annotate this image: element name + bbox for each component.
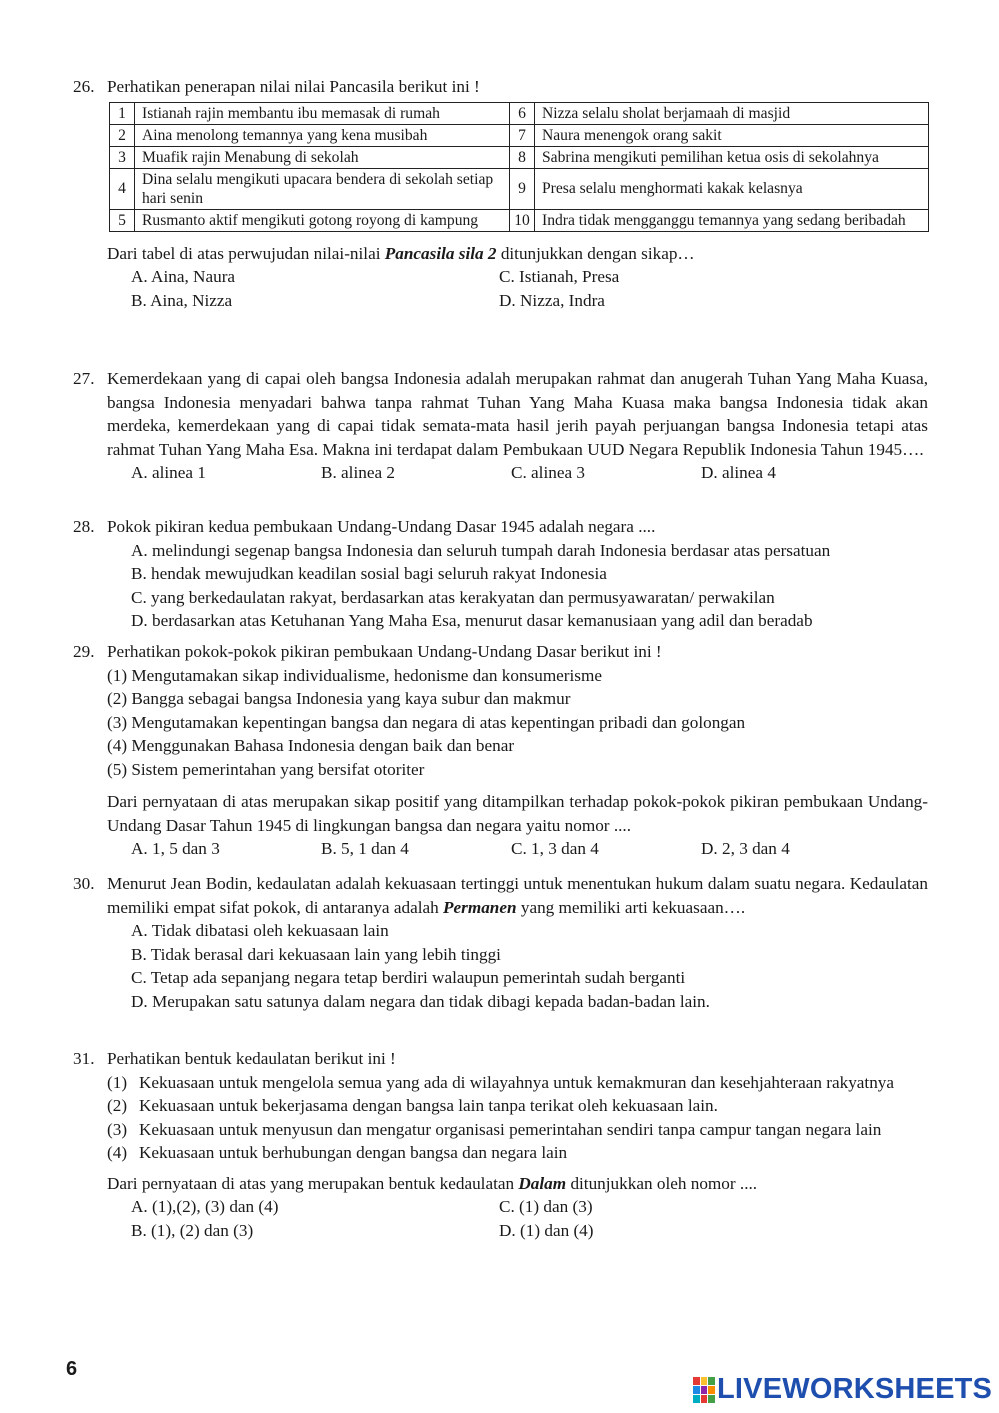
- option-d[interactable]: D. berdasarkan atas Ketuhanan Yang Maha Esa, menurut dasar kemanusiaan yang adil dan beradab: [131, 611, 813, 630]
- question-stem: [73, 367, 928, 461]
- answer-options: [131, 265, 928, 312]
- statement-list: [73, 664, 928, 782]
- prompt-text: Dari tabel di atas perwujudan nilai-nilai: [107, 243, 385, 263]
- question-text: yang memiliki arti kekuasaan….: [516, 897, 746, 917]
- row-number: 10: [510, 209, 535, 231]
- statement-item: (4) Menggunakan Bahasa Indonesia dengan baik dan benar: [107, 736, 515, 755]
- option-d[interactable]: D. Merupakan satu satunya dalam negara dan tidak dibagi kepada badan-badan lain.: [131, 991, 710, 1011]
- question-text: Perhatikan penerapan nilai nilai Pancasila berikut ini !: [107, 77, 480, 96]
- table-cell: Dina selalu mengikuti upacara bendera di sekolah setiap hari senin: [135, 168, 510, 209]
- row-number: 5: [110, 209, 135, 231]
- option-b[interactable]: B. Tidak berasal dari kekuasaan lain yang lebih tinggi: [131, 944, 501, 964]
- statement-item: (2) Bangga sebagai bangsa Indonesia yang kaya subur dan makmur: [107, 689, 571, 708]
- prompt-text: Dari pernyataan di atas yang merupakan bentuk kedaulatan: [107, 1173, 519, 1193]
- table-cell: Presa selalu menghormati kakak kelasnya: [535, 168, 929, 209]
- option-a[interactable]: A. Tidak dibatasi oleh kekuasaan lain: [131, 921, 389, 940]
- page-number: 6: [66, 1358, 78, 1380]
- statement-text: Kekuasaan untuk menyusun dan mengatur organisasi pemerintahan sendiri tanpa campur tangan negara lain: [139, 1119, 882, 1139]
- question-number: 27.: [73, 369, 95, 388]
- question-29: [73, 640, 928, 861]
- statement-item: [107, 1141, 928, 1165]
- question-stem: [73, 515, 928, 539]
- row-number: 6: [510, 102, 535, 124]
- row-number: 7: [510, 124, 535, 146]
- question-31: [73, 1047, 928, 1242]
- option-c[interactable]: C. 1, 3 dan 4: [511, 839, 599, 858]
- table-row: [110, 102, 929, 124]
- question-prompt: [73, 1172, 928, 1196]
- option-b[interactable]: B. (1), (2) dan (3): [131, 1220, 254, 1240]
- option-c[interactable]: C. Tetap ada sepanjang negara tetap berdiri walaupun pemerintah sudah berganti: [131, 968, 686, 987]
- statement-number: (2): [107, 1096, 128, 1115]
- row-number: 8: [510, 146, 535, 168]
- table-cell: Rusmanto aktif mengikuti gotong royong di kampung: [135, 209, 510, 231]
- question-number: 26.: [73, 77, 95, 96]
- statement-list: [73, 1071, 928, 1165]
- question-28: [73, 515, 928, 633]
- answer-options: [131, 837, 928, 861]
- option-c[interactable]: C. (1) dan (3): [499, 1197, 593, 1216]
- option-d[interactable]: D. Nizza, Indra: [499, 290, 605, 310]
- table-cell: Muafik rajin Menabung di sekolah: [135, 146, 510, 168]
- option-b[interactable]: B. Aina, Nizza: [131, 290, 233, 310]
- question-prompt: [73, 242, 928, 266]
- option-a[interactable]: A. alinea 1: [131, 463, 206, 482]
- question-text: Pokok pikiran kedua pembukaan Undang-Undang Dasar 1945 adalah negara ....: [107, 517, 656, 536]
- option-c[interactable]: C. yang berkedaulatan rakyat, berdasarkan atas kerakyatan dan permusyawaratan/ perwakilan: [131, 587, 775, 607]
- table-row: [110, 168, 929, 209]
- question-stem: [73, 1047, 928, 1071]
- option-c[interactable]: C. alinea 3: [511, 463, 585, 482]
- statement-item: (3) Mengutamakan kepentingan bangsa dan negara di atas kepentingan pribadi dan golongan: [107, 712, 746, 732]
- prompt-emphasis: Dalam: [518, 1173, 567, 1193]
- statement-number: (3): [107, 1119, 128, 1139]
- statement-item: (5) Sistem pemerintahan yang bersifat otoriter: [107, 759, 425, 779]
- question-26: [73, 75, 928, 312]
- prompt-text: ditunjukkan oleh nomor ....: [566, 1173, 758, 1193]
- statement-text: Kekuasaan untuk berhubungan dengan bangsa dan negara lain: [139, 1143, 568, 1162]
- question-emphasis: Permanen: [443, 897, 517, 917]
- statement-number: (4): [107, 1143, 128, 1162]
- row-number: 1: [110, 102, 135, 124]
- question-27: [73, 367, 928, 485]
- question-30: [73, 872, 928, 1013]
- row-number: 2: [110, 124, 135, 146]
- table-row: [110, 209, 929, 231]
- question-stem: [73, 75, 928, 99]
- option-b[interactable]: B. 5, 1 dan 4: [321, 839, 409, 858]
- statement-text: Kekuasaan untuk mengelola semua yang ada di wilayahnya untuk kemakmuran dan kesehjahteraan rakyatnya: [139, 1072, 895, 1092]
- liveworksheets-logo: [693, 1373, 992, 1406]
- prompt-text: ditunjukkan dengan sikap…: [496, 243, 695, 263]
- option-b[interactable]: B. alinea 2: [321, 463, 395, 482]
- table-cell: Nizza selalu sholat berjamaah di masjid: [535, 102, 929, 124]
- table-cell: Aina menolong temannya yang kena musibah: [135, 124, 510, 146]
- question-number: 31.: [73, 1049, 95, 1068]
- values-table: [109, 102, 929, 232]
- statement-item: (1) Mengutamakan sikap individualisme, hedonisme dan konsumerisme: [107, 665, 602, 685]
- table-cell: Sabrina mengikuti pemilihan ketua osis di sekolahnya: [535, 146, 929, 168]
- prompt-emphasis: Pancasila sila 2: [384, 243, 497, 263]
- statement-number: (1): [107, 1072, 128, 1092]
- statement-text: Kekuasaan untuk bekerjasama dengan bangsa lain tanpa terikat oleh kekuasaan lain.: [139, 1096, 718, 1115]
- answer-options: [131, 919, 928, 1013]
- option-a[interactable]: A. Aina, Naura: [131, 267, 236, 286]
- option-d[interactable]: D. (1) dan (4): [499, 1220, 594, 1240]
- statement-item: [107, 1094, 928, 1118]
- logo-grid-icon: [693, 1377, 715, 1403]
- question-number: 29.: [73, 642, 95, 661]
- table-cell: Naura menengok orang sakit: [535, 124, 929, 146]
- option-a[interactable]: A. melindungi segenap bangsa Indonesia dan seluruh tumpah darah Indonesia berdasar atas persatuan: [131, 540, 831, 560]
- question-number: 28.: [73, 517, 95, 536]
- row-number: 3: [110, 146, 135, 168]
- answer-options: [131, 1195, 928, 1242]
- table-cell: Indra tidak mengganggu temannya yang sedang beribadah: [535, 209, 929, 231]
- row-number: 9: [510, 168, 535, 209]
- option-b[interactable]: B. hendak mewujudkan keadilan sosial bagi seluruh rakyat Indonesia: [131, 564, 607, 583]
- option-c[interactable]: C. Istianah, Presa: [499, 267, 620, 286]
- row-number: 4: [110, 168, 135, 209]
- table-row: [110, 124, 929, 146]
- option-d[interactable]: D. alinea 4: [701, 463, 776, 482]
- option-d[interactable]: D. 2, 3 dan 4: [701, 839, 790, 858]
- option-a[interactable]: A. 1, 5 dan 3: [131, 839, 220, 858]
- table-row: [110, 146, 929, 168]
- question-text: Kemerdekaan yang di capai oleh bangsa Indonesia adalah merupakan rahmat dan anugerah Tuhan Yang Maha Kuasa, bangsa Indonesia menyadari bahwa tanpa rahmat Tuhan Yang Maha Kuasa maka bangsa Indonesia tidak akan merdeka, kemerdekaan yang di capai tidak semata-mata hasil jerih payah perjuangan bangsa Indonesia tetapi atas rahmat Tuhan Yang Maha Esa. Makna ini terdapat dalam Pembukaan UUD Negara Republik Indonesia Tahun 1945….: [107, 369, 928, 459]
- option-a[interactable]: A. (1),(2), (3) dan (4): [131, 1197, 279, 1216]
- answer-options: [131, 461, 928, 485]
- question-text: Perhatikan pokok-pokok pikiran pembukaan Undang-Undang Dasar berikut ini !: [107, 642, 662, 661]
- question-prompt: Dari pernyataan di atas merupakan sikap positif yang ditampilkan terhadap pokok-pokok pikiran pembukaan Undang-Undang Dasar Tahun 1945 di lingkungan bangsa dan negara yaitu nomor ....: [107, 792, 928, 835]
- question-text: Perhatikan bentuk kedaulatan berikut ini !: [107, 1049, 396, 1068]
- question-stem: [73, 640, 928, 664]
- question-text: Menurut Jean Bodin, kedaulatan adalah kekuasaan tertinggi untuk menentukan hukum dalam suatu negara. Kedaulatan memiliki empat sifat pokok, di antaranya adalah: [107, 874, 928, 917]
- table-cell: Istianah rajin membantu ibu memasak di rumah: [135, 102, 510, 124]
- answer-options: [131, 539, 928, 633]
- question-number: 30.: [73, 874, 95, 893]
- statement-item: [107, 1071, 928, 1095]
- question-stem: [73, 872, 928, 919]
- statement-item: [107, 1118, 928, 1142]
- logo-text: LIVEWORKSHEETS: [717, 1373, 993, 1405]
